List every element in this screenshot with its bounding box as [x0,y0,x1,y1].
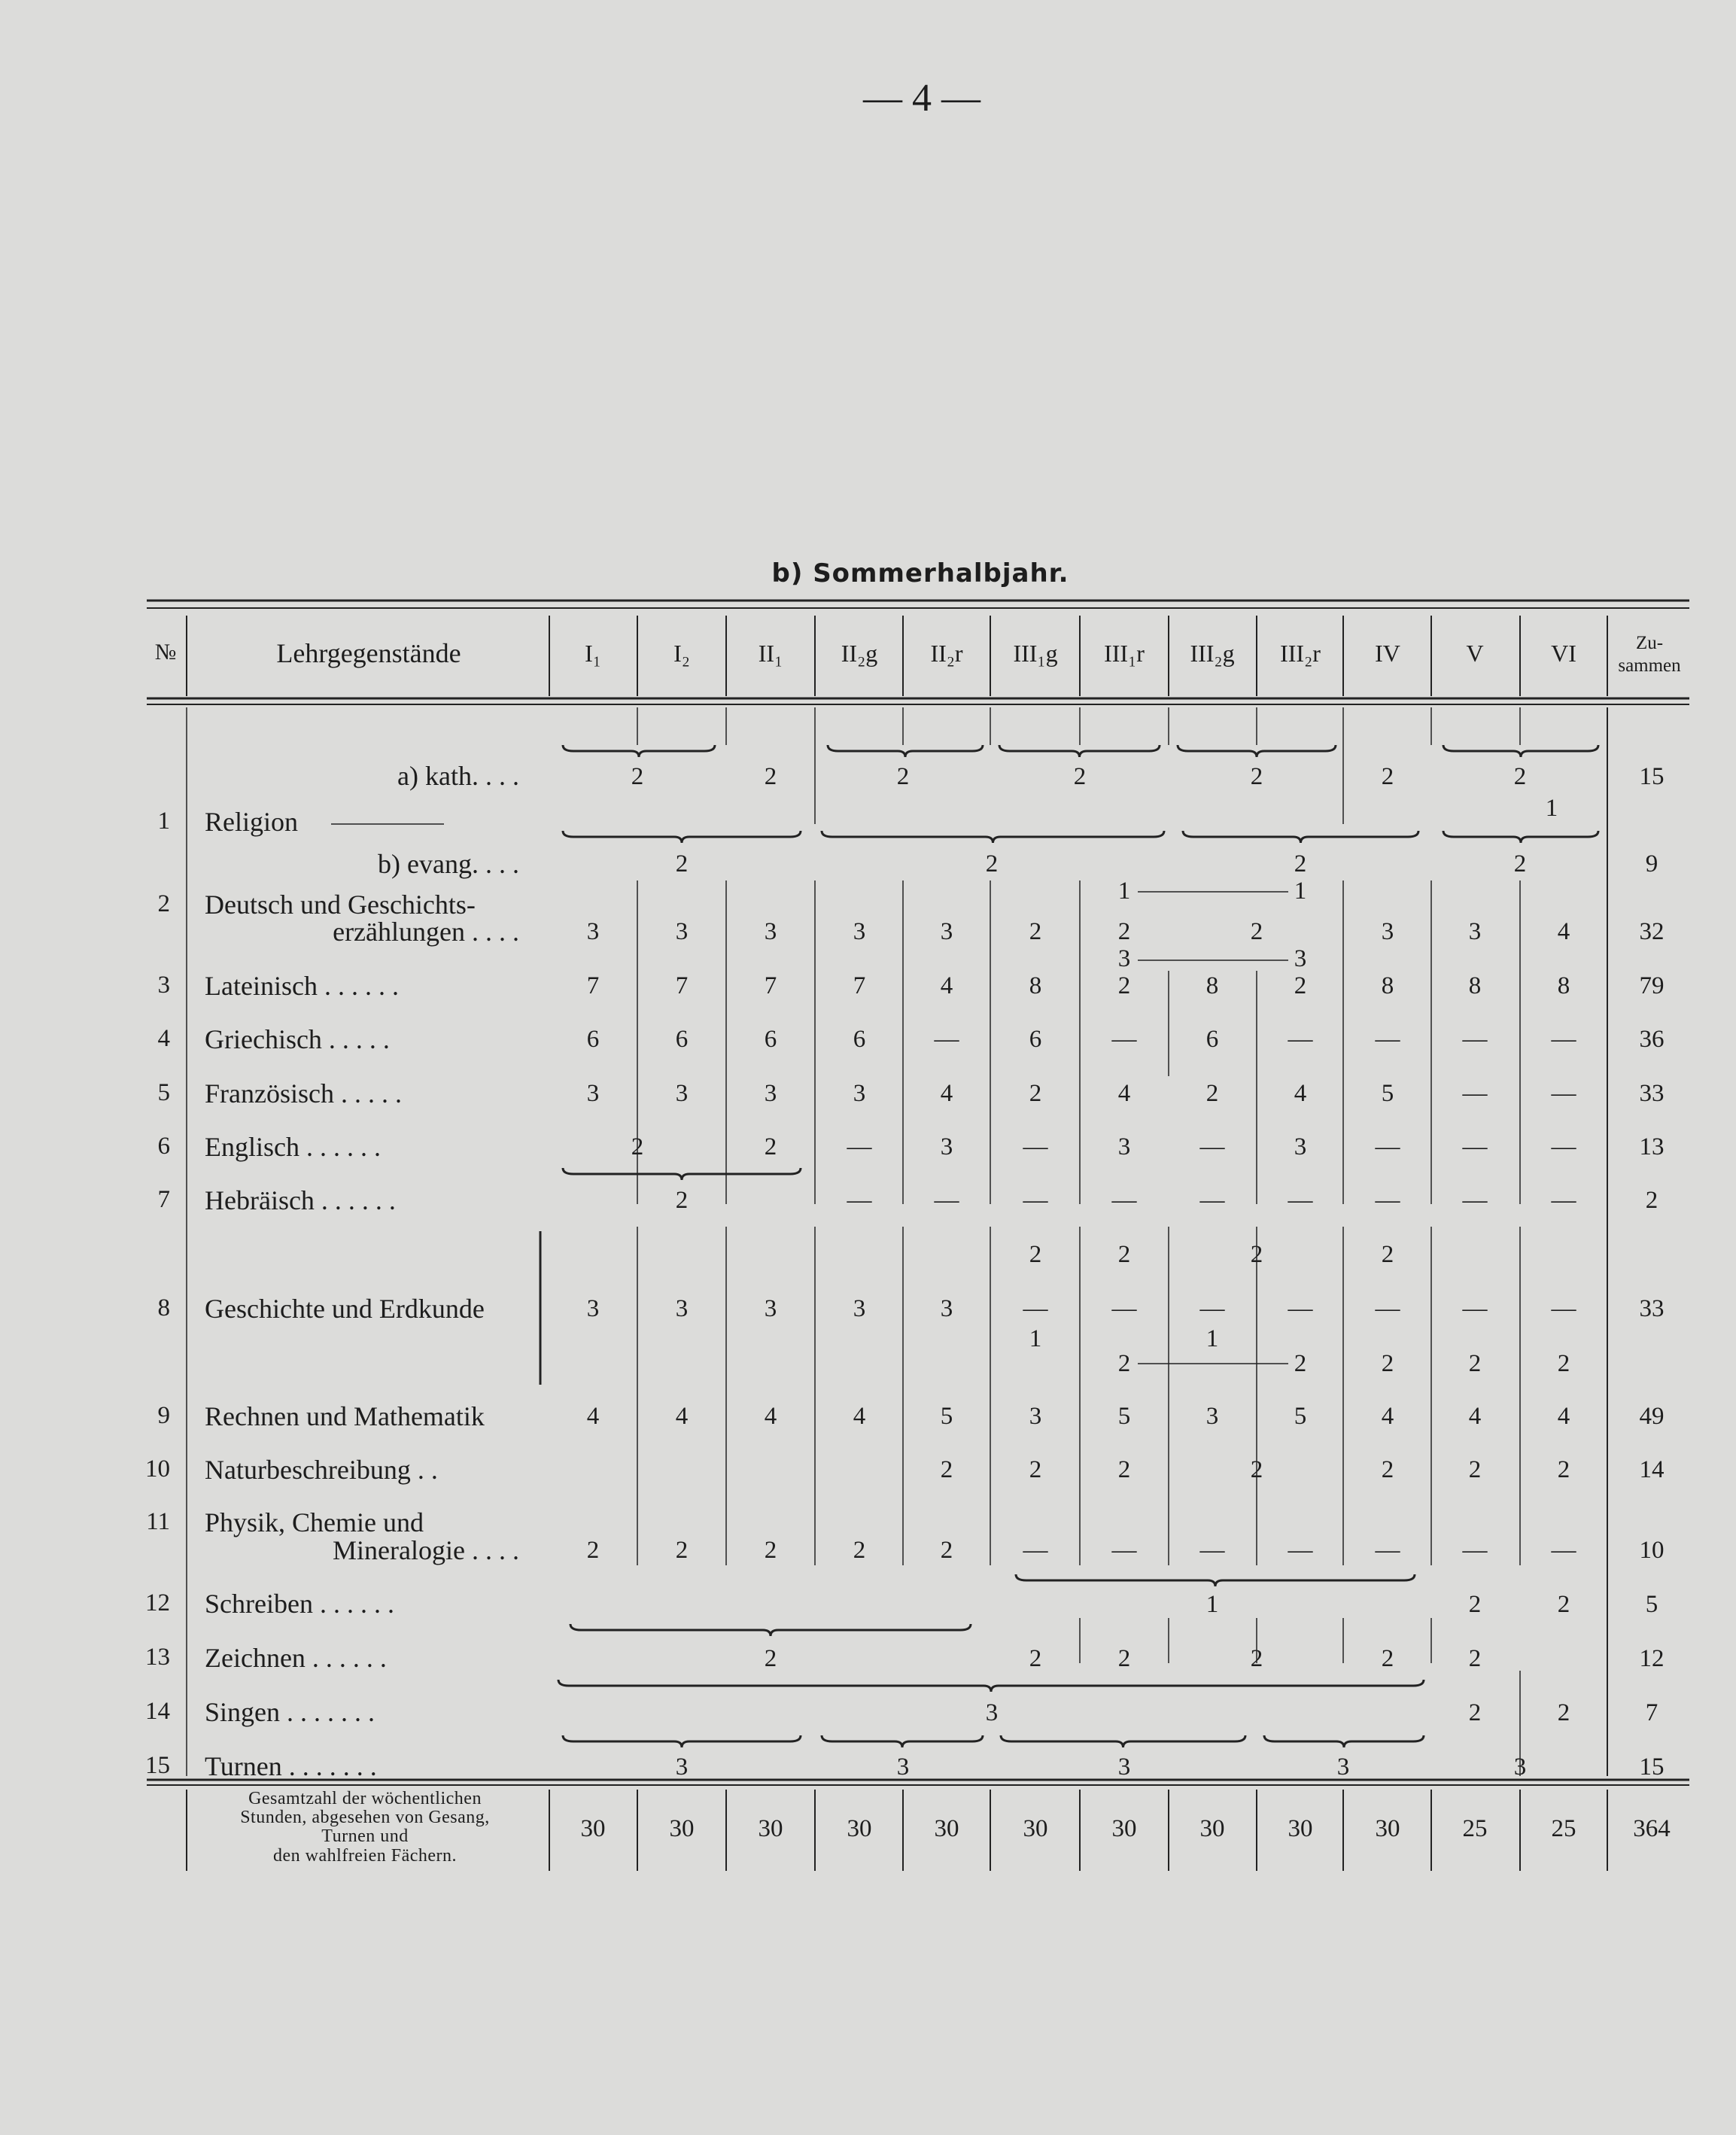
row-number: 9 [157,1402,170,1429]
rechnen-value: 4 [853,1403,866,1430]
footer-value: 25 [1462,1815,1488,1842]
natur-value: 2 [1250,1456,1263,1483]
header-class: II₁ [758,640,783,667]
religion-evang-value: 2 [1513,850,1527,877]
gesch-top-value: 2 [1381,1241,1394,1268]
deutsch-value: 3 [853,918,866,945]
row-number: 3 [157,972,170,999]
religion-kath-value: 2 [1250,763,1263,790]
deutsch-total: 32 [1639,918,1665,945]
natur-label: Naturbeschreibung . . [205,1455,438,1485]
griechisch-value: 6 [764,1026,777,1053]
latein-top-value: 3 [1117,945,1131,972]
franz-value: 3 [853,1080,866,1107]
hebr-value: — [1199,1187,1225,1214]
religion-evang-label: b) evang. . . . [378,849,519,879]
natur-value: 2 [1029,1456,1042,1483]
hebr-value: — [1375,1187,1400,1214]
latein-total: 79 [1639,972,1665,999]
header-class: V [1466,640,1484,667]
header-class: II₂g [841,640,878,667]
latein-value: 7 [586,972,600,999]
latein-value: 8 [1381,972,1394,999]
englisch-value: 3 [1117,1133,1131,1160]
englisch-total: 13 [1639,1133,1665,1160]
brace-religion-kath [1178,745,1336,757]
section-title: b) Sommerhalbjahr. [771,558,1069,588]
brace-religion-evang [1183,831,1418,843]
rechnen-value: 4 [1557,1403,1570,1430]
physik-value: — [1551,1537,1576,1564]
englisch-value: — [847,1133,872,1160]
row-number: 8 [157,1294,170,1321]
religion-kath-total: 15 [1639,763,1665,790]
englisch-value: 3 [940,1133,953,1160]
brace-englisch [563,1168,801,1180]
turnen-value: 3 [675,1753,689,1781]
physik-value: 2 [586,1537,600,1564]
hebr-value: — [1023,1187,1048,1214]
englisch-value: 2 [764,1133,777,1160]
franz-value: 3 [675,1080,689,1107]
religion-kath-value: 2 [1381,763,1394,790]
rechnen-label: Rechnen und Mathematik [205,1401,485,1431]
rechnen-value: 4 [764,1403,777,1430]
hebr-value: 2 [675,1187,689,1214]
franz-value: 4 [1294,1080,1307,1107]
gesch-mid-value: 1 [1029,1325,1042,1352]
singen-value: 2 [1557,1699,1570,1726]
row-number: 15 [145,1752,170,1779]
physik-label-line2: Mineralogie . . . . [333,1535,519,1565]
row-number: 13 [145,1644,170,1671]
gesch-bottom-value: 2 [1468,1350,1482,1377]
header-subject: Lehrgegenstände [276,638,461,668]
gesch-value: 3 [586,1295,600,1322]
religion-kath-label: a) kath. . . . [397,761,519,791]
footer-total: 364 [1633,1815,1671,1842]
row-number: 10 [145,1455,170,1483]
physik-value: 2 [853,1537,866,1564]
franz-label: Französisch . . . . . [205,1078,402,1109]
latein-value: 8 [1468,972,1482,999]
englisch-value: 3 [1294,1133,1307,1160]
physik-total: 10 [1639,1537,1665,1564]
natur-value: 2 [1117,1456,1131,1483]
griechisch-value: — [1551,1026,1576,1053]
turnen-value: 3 [1117,1753,1131,1781]
englisch-value: — [1551,1133,1576,1160]
footer-value: 25 [1551,1815,1576,1842]
latein-top-value: 3 [1294,945,1307,972]
gesch-value: — [1111,1295,1137,1322]
franz-value: 3 [586,1080,600,1107]
religion-kath-value: 2 [896,763,910,790]
deutsch-value: 2 [1117,918,1131,945]
row-number: 1 [157,807,170,835]
griechisch-value: — [1111,1026,1137,1053]
franz-value: — [1551,1080,1576,1107]
franz-value: — [1462,1080,1488,1107]
zeichnen-value: 2 [1117,1645,1131,1672]
physik-value: — [1288,1537,1313,1564]
religion-kath-value: 2 [631,763,644,790]
rechnen-value: 5 [1117,1403,1131,1430]
rechnen-value: 4 [675,1403,689,1430]
griechisch-value: 6 [675,1026,689,1053]
rechnen-value: 4 [1381,1403,1394,1430]
footer-value: 30 [1111,1815,1137,1842]
footer-label-line: Turnen und [321,1826,409,1847]
deutsch-label-line1: Deutsch und Geschichts- [205,890,476,920]
schreiben-value: 1 [1205,1591,1219,1618]
deutsch-value: 3 [1468,918,1482,945]
physik-value: — [1462,1537,1488,1564]
englisch-value: 2 [631,1133,644,1160]
zeichnen-value: 2 [1468,1645,1482,1672]
footer-value: 30 [580,1815,606,1842]
gesch-value: — [1199,1295,1225,1322]
footer-label-line: Gesamtzahl der wöchentlichen [248,1789,482,1808]
rechnen-value: 4 [1468,1403,1482,1430]
griechisch-value: — [1288,1026,1313,1053]
schreiben-value: 2 [1557,1591,1570,1618]
brace-singen [558,1680,1424,1692]
physik-value: — [1111,1537,1137,1564]
gesch-value: 3 [940,1295,953,1322]
rechnen-value: 4 [586,1403,600,1430]
row-number: 7 [157,1186,170,1213]
physik-value: — [1199,1537,1225,1564]
brace-religion-kath [563,745,715,757]
row-number: 11 [146,1508,170,1535]
latein-value: 8 [1205,972,1219,999]
deutsch-value: 3 [675,918,689,945]
header-class: III₁g [1013,640,1058,667]
header-class: IV [1375,640,1400,667]
natur-value: 2 [1468,1456,1482,1483]
natur-value: 2 [1557,1456,1570,1483]
footer-value: 30 [758,1815,783,1842]
latein-value: 7 [675,972,689,999]
religion-kath-value: 2 [764,763,777,790]
gesch-value: 3 [764,1295,777,1322]
latein-value: 8 [1029,972,1042,999]
natur-total: 14 [1639,1456,1665,1483]
religion-kath-value: 2 [1073,763,1087,790]
row-number: 6 [157,1133,170,1160]
zeichnen-label: Zeichnen . . . . . . [205,1643,387,1673]
latein-value: 8 [1557,972,1570,999]
hebr-total: 2 [1645,1187,1658,1214]
hebr-value: — [934,1187,959,1214]
rechnen-total: 49 [1639,1403,1665,1430]
latein-label: Lateinisch . . . . . . [205,971,399,1001]
header-class: III₂g [1190,640,1235,667]
footer-value: 30 [1199,1815,1225,1842]
turnen-value: 3 [1336,1753,1350,1781]
turnen-value: 3 [896,1753,910,1781]
gesch-value: 3 [853,1295,866,1322]
brace-religion-evang [1443,831,1598,843]
header-class: III₂r [1280,640,1321,667]
singen-value: 2 [1468,1699,1482,1726]
physik-value: 2 [940,1537,953,1564]
gesch-top-value: 2 [1117,1241,1131,1268]
footer-value: 30 [1375,1815,1400,1842]
gesch-top-value: 2 [1250,1241,1263,1268]
zeichnen-value: 2 [764,1645,777,1672]
header-number-sign: № [154,640,177,665]
schreiben-total: 5 [1645,1591,1658,1618]
gesch-bottom-value: 2 [1381,1350,1394,1377]
religion-evang-value: 2 [675,850,689,877]
footer-label-line: Stunden, abgesehen von Gesang, [240,1808,490,1828]
natur-value: 2 [940,1456,953,1483]
religion-kath-value: 2 [1513,763,1527,790]
gesch-label: Geschichte und Erdkunde [205,1294,485,1324]
physik-label-line1: Physik, Chemie und [205,1507,424,1537]
franz-value: 2 [1205,1080,1219,1107]
griechisch-value: 6 [853,1026,866,1053]
religion-mid-value: 1 [1545,795,1558,822]
englisch-value: — [1375,1133,1400,1160]
schreiben-label: Schreiben . . . . . . [205,1589,394,1619]
deutsch-value: 4 [1557,918,1570,945]
gesch-value: — [1375,1295,1400,1322]
zeichnen-value: 2 [1381,1645,1394,1672]
latein-value: 2 [1117,972,1131,999]
gesch-value: — [1462,1295,1488,1322]
gesch-value: 3 [675,1295,689,1322]
turnen-value: 3 [1513,1753,1527,1781]
row-number: 5 [157,1079,170,1106]
englisch-value: — [1023,1133,1048,1160]
griechisch-label: Griechisch . . . . . [205,1024,390,1054]
franz-value: 5 [1381,1080,1394,1107]
header-class: VI [1551,640,1576,667]
gesch-total: 33 [1639,1295,1665,1322]
franz-value: 4 [940,1080,953,1107]
englisch-value: — [1462,1133,1488,1160]
rechnen-value: 3 [1205,1403,1219,1430]
latein-value: 7 [853,972,866,999]
griechisch-total: 36 [1639,1026,1665,1053]
header-class: III₁r [1104,640,1145,667]
deutsch-label-line2: erzählungen . . . . [333,917,519,947]
zeichnen-total: 12 [1639,1645,1665,1672]
turnen-label: Turnen . . . . . . . [205,1751,377,1781]
gesch-value: — [1551,1295,1576,1322]
physik-value: — [1375,1537,1400,1564]
deutsch-top-value: 1 [1117,877,1131,905]
turnen-total: 15 [1639,1753,1665,1781]
deutsch-value: 3 [764,918,777,945]
latein-value: 7 [764,972,777,999]
footer-value: 30 [934,1815,959,1842]
hebr-value: — [1551,1187,1576,1214]
header-class: II₂r [930,640,963,667]
griechisch-value: 6 [1205,1026,1219,1053]
physik-value: — [1023,1537,1048,1564]
natur-value: 2 [1381,1456,1394,1483]
griechisch-value: 6 [1029,1026,1042,1053]
franz-value: 4 [1117,1080,1131,1107]
zeichnen-value: 2 [1250,1645,1263,1672]
hebr-value: — [1111,1187,1137,1214]
hebr-value: — [847,1187,872,1214]
footer-value: 30 [847,1815,872,1842]
brace-zeichnen [570,1624,971,1636]
physik-value: 2 [675,1537,689,1564]
page-number: — 4 — [863,77,980,120]
latein-value: 2 [1294,972,1307,999]
brace-religion-kath [828,745,983,757]
latein-value: 4 [940,972,953,999]
row-number: 2 [157,890,170,917]
zeichnen-value: 2 [1029,1645,1042,1672]
brace-turnen [1264,1735,1424,1747]
franz-value: 2 [1029,1080,1042,1107]
singen-value: 3 [985,1699,999,1726]
footer-value: 30 [669,1815,695,1842]
brace-schreiben [1016,1574,1415,1586]
religion-evang-value: 2 [985,850,999,877]
brace-religion-kath [1443,745,1598,757]
brace-religion-evang [563,831,801,843]
gesch-bottom-value: 2 [1294,1350,1307,1377]
physik-value: 2 [764,1537,777,1564]
rechnen-value: 3 [1029,1403,1042,1430]
religion-evang-total: 9 [1645,850,1658,877]
deutsch-value: 3 [940,918,953,945]
deutsch-value: 2 [1029,918,1042,945]
header-class: I₁ [585,640,601,667]
gesch-mid-value: 1 [1205,1325,1219,1352]
deutsch-value: 3 [1381,918,1394,945]
griechisch-value: — [1462,1026,1488,1053]
footer-value: 30 [1023,1815,1048,1842]
brace-religion-evang [822,831,1164,843]
rechnen-value: 5 [1294,1403,1307,1430]
header-total-line2: sammen [1618,655,1681,676]
hebr-label: Hebräisch . . . . . . [205,1185,396,1215]
singen-total: 7 [1645,1699,1658,1726]
gesch-bottom-value: 2 [1117,1350,1131,1377]
brace-turnen [1001,1735,1245,1747]
hebr-value: — [1288,1187,1313,1214]
franz-total: 33 [1639,1080,1665,1107]
row-number: 12 [145,1589,170,1616]
deutsch-value: 3 [586,918,600,945]
religion-label: Religion [205,807,298,837]
griechisch-value: — [1375,1026,1400,1053]
hebr-value: — [1462,1187,1488,1214]
rechnen-value: 5 [940,1403,953,1430]
franz-value: 3 [764,1080,777,1107]
brace-turnen [563,1735,801,1747]
gesch-bottom-value: 2 [1557,1350,1570,1377]
header-total-line1: Zu- [1635,633,1664,653]
brace-religion-kath [999,745,1160,757]
footer-value: 30 [1288,1815,1313,1842]
row-number: 14 [145,1698,170,1725]
religion-evang-value: 2 [1294,850,1307,877]
englisch-label: Englisch . . . . . . [205,1132,381,1162]
griechisch-value: — [934,1026,959,1053]
griechisch-value: 6 [586,1026,600,1053]
gesch-top-value: 2 [1029,1241,1042,1268]
englisch-value: — [1199,1133,1225,1160]
deutsch-value: 2 [1250,918,1263,945]
brace-turnen [822,1735,983,1747]
footer-label-line: den wahlfreien Fächern. [272,1845,458,1866]
header-class: I₂ [673,640,690,667]
row-number: 4 [157,1025,170,1052]
gesch-value: — [1288,1295,1313,1322]
deutsch-top-value: 1 [1294,877,1307,905]
singen-label: Singen . . . . . . . [205,1697,375,1727]
gesch-value: — [1023,1295,1048,1322]
schreiben-value: 2 [1468,1591,1482,1618]
